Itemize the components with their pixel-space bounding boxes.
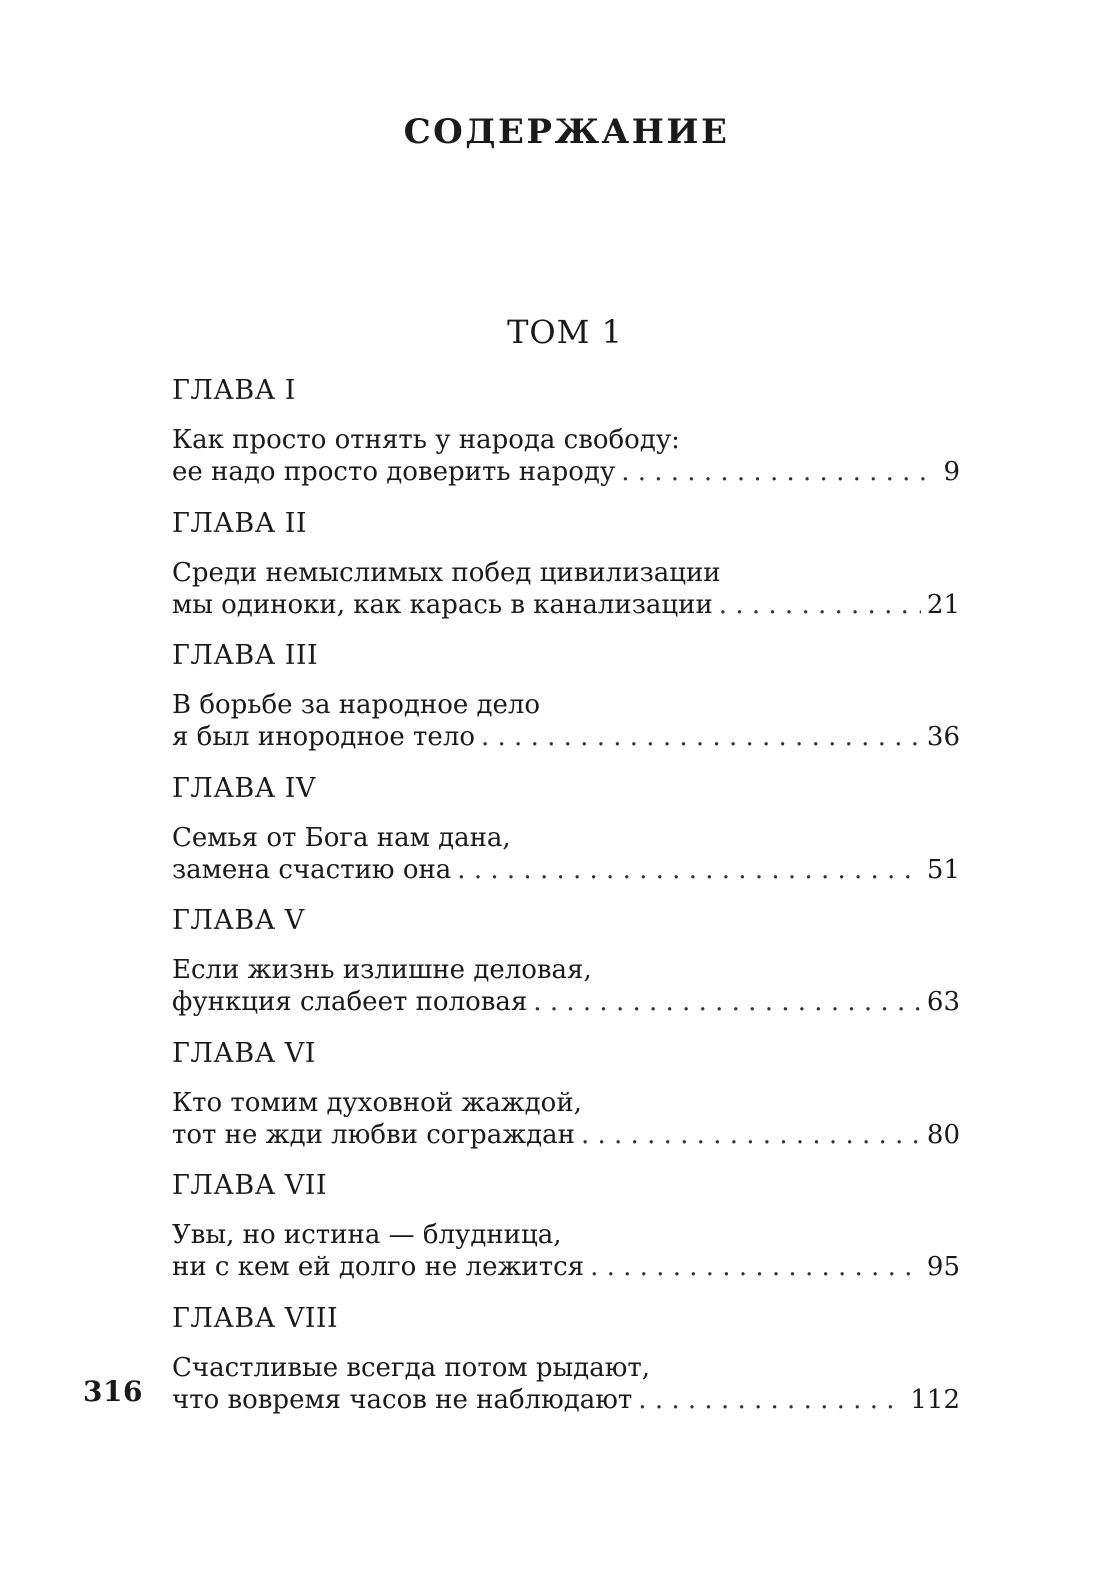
chapter-title-line-2: [172, 588, 960, 622]
chapter-title-line-2: [172, 720, 960, 754]
chapter-title-line-2: [172, 455, 960, 489]
chapter-label: ГЛАВА IV: [172, 772, 316, 804]
page-title: СОДЕРЖАНИЕ: [403, 112, 730, 152]
chapter-title-text: что вовремя часов не наблюдают: [172, 1384, 633, 1415]
dot-leader: [590, 1250, 921, 1284]
chapter-label: ГЛАВА III: [172, 640, 319, 671]
toc-entry: [172, 372, 960, 505]
chapter-title-line-2: [172, 1118, 960, 1152]
dot-leader: [638, 1383, 904, 1417]
page-number: 21: [926, 589, 960, 620]
table-of-contents: [172, 372, 960, 1432]
toc-entry: [172, 505, 960, 638]
page-number: 36: [926, 722, 960, 752]
chapter-label: ГЛАВА VI: [172, 1037, 316, 1069]
dot-leader: [457, 853, 921, 887]
chapter-title-line-1: Среди немыслимых побед цивилизации: [172, 557, 721, 588]
chapter-title-text: замена счастию она: [172, 854, 452, 885]
chapter-title-line-1: Если жизнь излишне деловая,: [172, 955, 592, 985]
chapter-title-line-1: Семья от Бога нам дана,: [172, 822, 511, 853]
chapter-title-line-2: [172, 985, 960, 1019]
dot-leader: [621, 455, 937, 489]
chapter-label: ГЛАВА V: [172, 905, 305, 936]
chapter-title-line-2: [172, 853, 960, 887]
chapter-title-line-1: Как просто отнять у народа свободу:: [172, 425, 680, 455]
chapter-label: ГЛАВА VIII: [172, 1302, 339, 1334]
chapter-title-text: ее надо просто доверить народу: [172, 457, 616, 487]
chapter-title-text: тот не жди любви сограждан: [172, 1119, 575, 1150]
chapter-title-line-1: Кто томим духовной жаждой,: [172, 1087, 582, 1118]
page-number: 80: [926, 1119, 960, 1150]
chapter-title-text: я был инородное тело: [172, 722, 475, 752]
page-number: 9: [943, 457, 960, 487]
dot-leader: [533, 985, 921, 1019]
page-number: 112: [910, 1384, 960, 1415]
chapter-title-text: мы одиноки, как карась в канализации: [172, 589, 713, 620]
volume-title: ТОМ 1: [507, 313, 623, 351]
chapter-title-text: ни с кем ей долго не лежится: [172, 1252, 585, 1282]
chapter-label: ГЛАВА VII: [172, 1170, 328, 1201]
chapter-label: ГЛАВА II: [172, 507, 308, 539]
dot-leader: [481, 720, 921, 754]
dot-leader: [581, 1118, 921, 1152]
toc-entry: [172, 1035, 960, 1168]
chapter-title-line-2: [172, 1383, 960, 1417]
toc-entry: [172, 1300, 960, 1433]
toc-entry: [172, 637, 960, 770]
toc-entry: [172, 1167, 960, 1300]
chapter-title-line-1: В борьбе за народное дело: [172, 690, 541, 720]
chapter-title-line-1: Увы, но истина — блудница,: [172, 1220, 562, 1250]
toc-entry: [172, 770, 960, 903]
page-number: 63: [926, 987, 960, 1017]
folio-page-number: 316: [83, 1375, 143, 1408]
chapter-title-line-2: [172, 1250, 960, 1284]
chapter-title-line-1: Счастливые всегда потом рыдают,: [172, 1352, 650, 1383]
chapter-label: ГЛАВА I: [172, 375, 296, 406]
chapter-title-text: функция слабеет половая: [172, 987, 528, 1017]
toc-entry: [172, 902, 960, 1035]
page-number: 95: [926, 1252, 960, 1282]
page-number: 51: [926, 854, 960, 885]
dot-leader: [719, 588, 921, 622]
